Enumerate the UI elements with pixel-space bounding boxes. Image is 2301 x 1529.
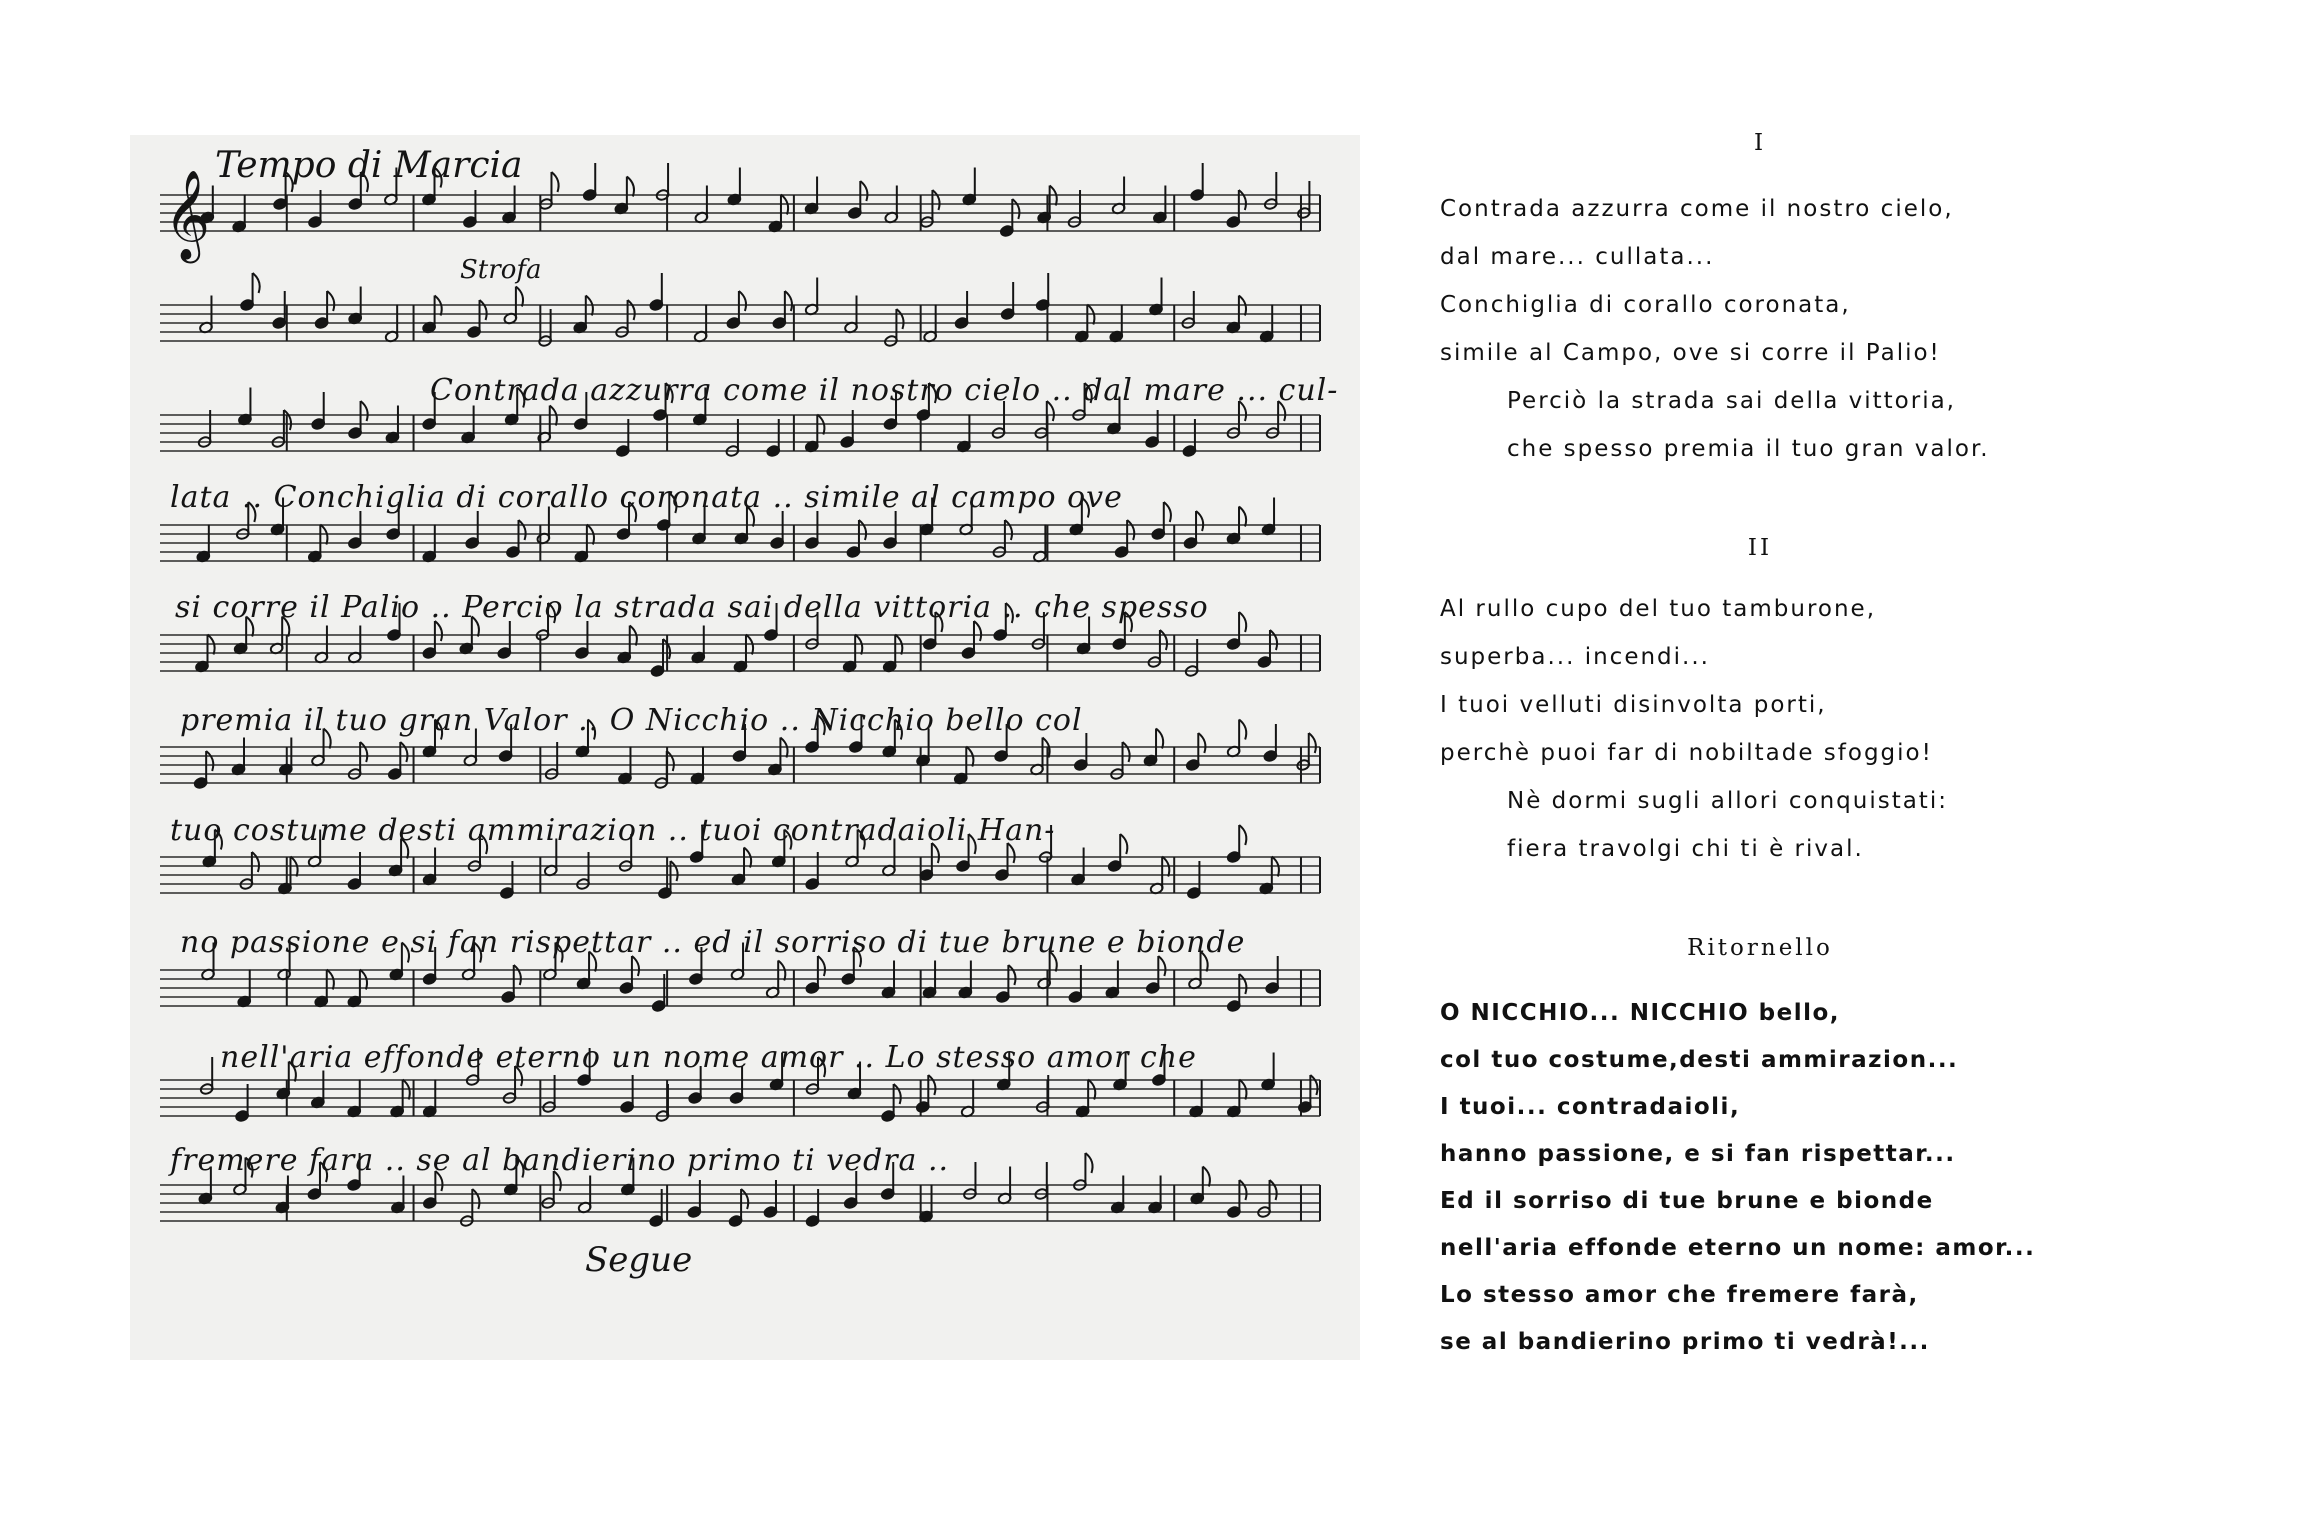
lyric-line: Contrada azzurra come il nostro cielo .. dal mare ... cul-: [430, 373, 1339, 408]
lyric-line: no passione e si fan rispettar .. ed il sorriso di tue brune e bionde: [180, 925, 1246, 960]
verse-line: che spesso premia il tuo gran valor.: [1507, 436, 1990, 462]
verse-line: O NICCHIO... NICCHIO bello,: [1440, 1000, 1840, 1026]
treble-clef-icon: 𝄞: [164, 170, 211, 260]
lyric-line: fremere fara .. se al bandierino primo ti vedra ..: [170, 1143, 950, 1178]
lyric-line: si corre il Palio .. Percio la strada sai della vittoria .. che spesso: [175, 590, 1209, 625]
handwritten-score: [130, 135, 1360, 1360]
verse-line: se al bandierino primo ti vedrà!...: [1440, 1329, 1930, 1355]
stanza-title: I: [1753, 130, 1767, 156]
verse-line: simile al Campo, ove si corre il Palio!: [1440, 340, 1941, 366]
staff: [160, 273, 1320, 347]
refrain-title: Ritornello: [1687, 935, 1833, 961]
verse-line: Al rullo cupo del tuo tamburone,: [1440, 596, 1877, 622]
verse-line: superba... incendi...: [1440, 644, 1710, 670]
verse-line: col tuo costume,desti ammirazion...: [1440, 1047, 1959, 1073]
lyric-line: tuo costume desti ammirazion .. tuoi contradaioli Han-: [170, 813, 1056, 848]
verse-line: nell'aria effonde eterno un nome: amor...: [1440, 1235, 2036, 1261]
stanza-title: II: [1747, 535, 1773, 561]
lyric-line: premia il tuo gran Valor .. O Nicchio .. Nicchio bello col: [180, 703, 1083, 738]
verse-line: dal mare... cullata...: [1440, 244, 1715, 270]
verse-line: Perciò la strada sai della vittoria,: [1507, 388, 1956, 414]
verse-line: I tuoi velluti disinvolta porti,: [1440, 692, 1827, 718]
lyric-line: nell'aria effonde eterno un nome amor .. Lo stesso amor che: [220, 1040, 1197, 1075]
verse-line: Nè dormi sugli allori conquistati:: [1507, 788, 1948, 814]
strofa-marking: Strofa: [460, 255, 542, 285]
verse-line: perchè puoi far di nobiltade sfoggio!: [1440, 740, 1933, 766]
verse-line: hanno passione, e si fan rispettar...: [1440, 1141, 1956, 1167]
verse-line: Conchiglia di corallo coronata,: [1440, 292, 1851, 318]
lyric-line: lata .. Conchiglia di corallo coronata .. simile al campo ove: [170, 480, 1123, 515]
segue-marking: Segue: [585, 1240, 693, 1280]
verse-line: Ed il sorriso di tue brune e bionde: [1440, 1188, 1934, 1214]
tempo-marking: Tempo di Marcia: [215, 145, 523, 186]
verse-line: fiera travolgi chi ti è rival.: [1507, 836, 1864, 862]
verse-line: I tuoi... contradaioli,: [1440, 1094, 1741, 1120]
verse-line: Contrada azzurra come il nostro cielo,: [1440, 196, 1954, 222]
verse-line: Lo stesso amor che fremere farà,: [1440, 1282, 1919, 1308]
